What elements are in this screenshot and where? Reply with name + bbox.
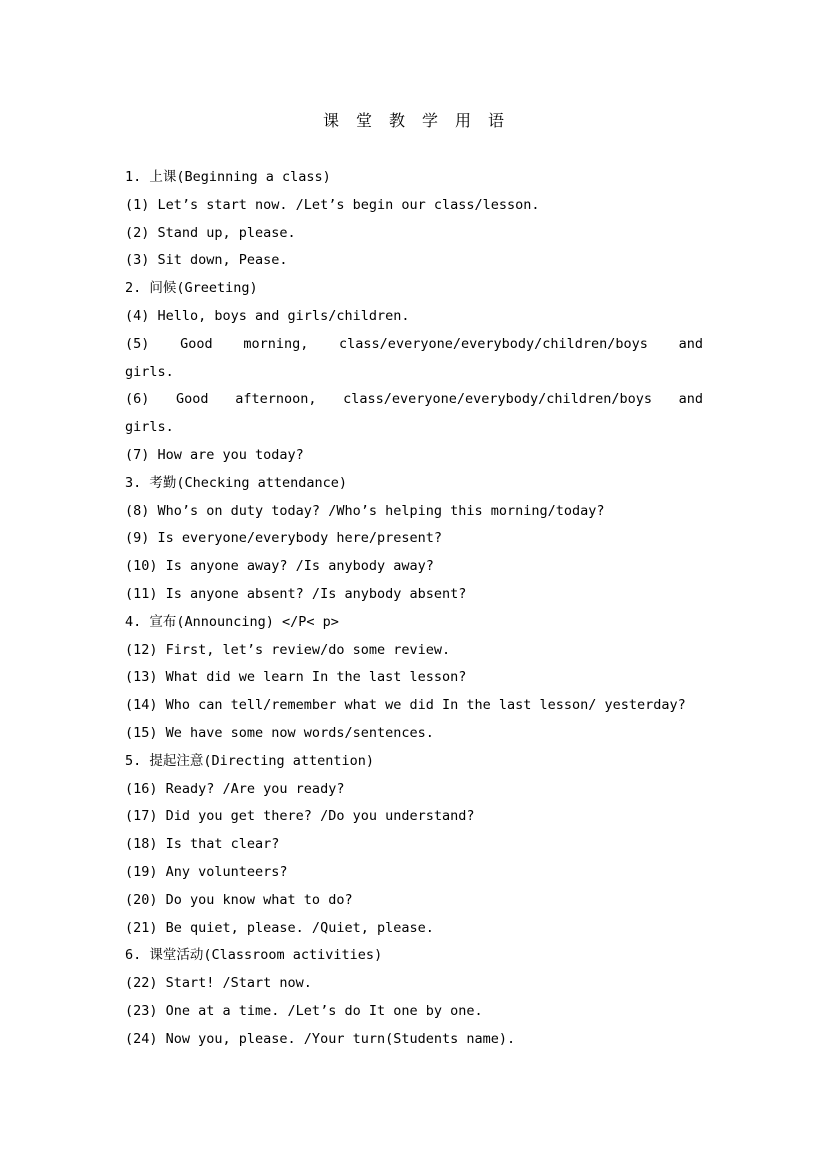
page-title: 课堂教学用语 <box>322 111 521 130</box>
list-item: (12) First, let’s review/do some review. <box>125 641 451 658</box>
section-heading: 5. 提起注意(Directing attention) <box>125 752 375 769</box>
list-item: (21) Be quiet, please. /Quiet, please. <box>125 919 434 936</box>
list-item: (18) Is that clear? <box>125 836 280 853</box>
list-item-continuation: girls. <box>125 363 174 380</box>
section-heading: 1. 上课(Beginning a class) <box>125 169 331 185</box>
list-item: (24) Now you, please. /Your turn(Students name). <box>125 1030 516 1047</box>
list-item: (14) Who can tell/remember what we did In the last lesson/ yesterday? <box>125 697 686 714</box>
list-item: (15) We have some now words/sentences. <box>125 724 434 741</box>
section-heading: 2. 问候(Greeting) <box>125 280 258 297</box>
list-item: (20) Do you know what to do? <box>125 891 353 908</box>
list-item: (7) How are you today? <box>125 446 304 463</box>
list-item-continuation: girls. <box>125 419 174 436</box>
list-item: (2) Stand up, please. <box>125 224 296 241</box>
list-item: (17) Did you get there? /Do you understand? <box>125 808 475 825</box>
section-heading: 4. 宣布(Announcing) </P< p> <box>125 613 339 630</box>
list-item: (3) Sit down, Pease. <box>125 252 288 269</box>
list-item: (10) Is anyone away? /Is anybody away? <box>125 558 434 575</box>
list-item: (13) What did we learn In the last lesson? <box>125 669 467 686</box>
list-item: (16) Ready? /Are you ready? <box>125 780 345 797</box>
list-item: (8) Who’s on duty today? /Who’s helping this morning/today? <box>125 502 605 519</box>
list-item: (1) Let’s start now. /Let’s begin our class/lesson. <box>125 196 540 213</box>
section-heading: 3. 考勤(Checking attendance) <box>125 474 348 491</box>
list-item: (23) One at a time. /Let’s do It one by one. <box>125 1002 483 1019</box>
list-item: (22) Start! /Start now. <box>125 975 312 992</box>
list-item: (5) Good morning, class/everyone/everybody/children/boys and <box>125 335 703 352</box>
list-item: (9) Is everyone/everybody here/present? <box>125 530 442 547</box>
section-heading: 6. 课堂活动(Classroom activities) <box>125 947 383 964</box>
list-item: (6) Good afternoon, class/everyone/everybody/children/boys and <box>125 391 703 408</box>
list-item: (19) Any volunteers? <box>125 863 288 880</box>
phrase-list <box>125 164 703 1054</box>
list-item: (4) Hello, boys and girls/children. <box>125 307 410 324</box>
list-item: (11) Is anyone absent? /Is anybody absent? <box>125 585 467 602</box>
